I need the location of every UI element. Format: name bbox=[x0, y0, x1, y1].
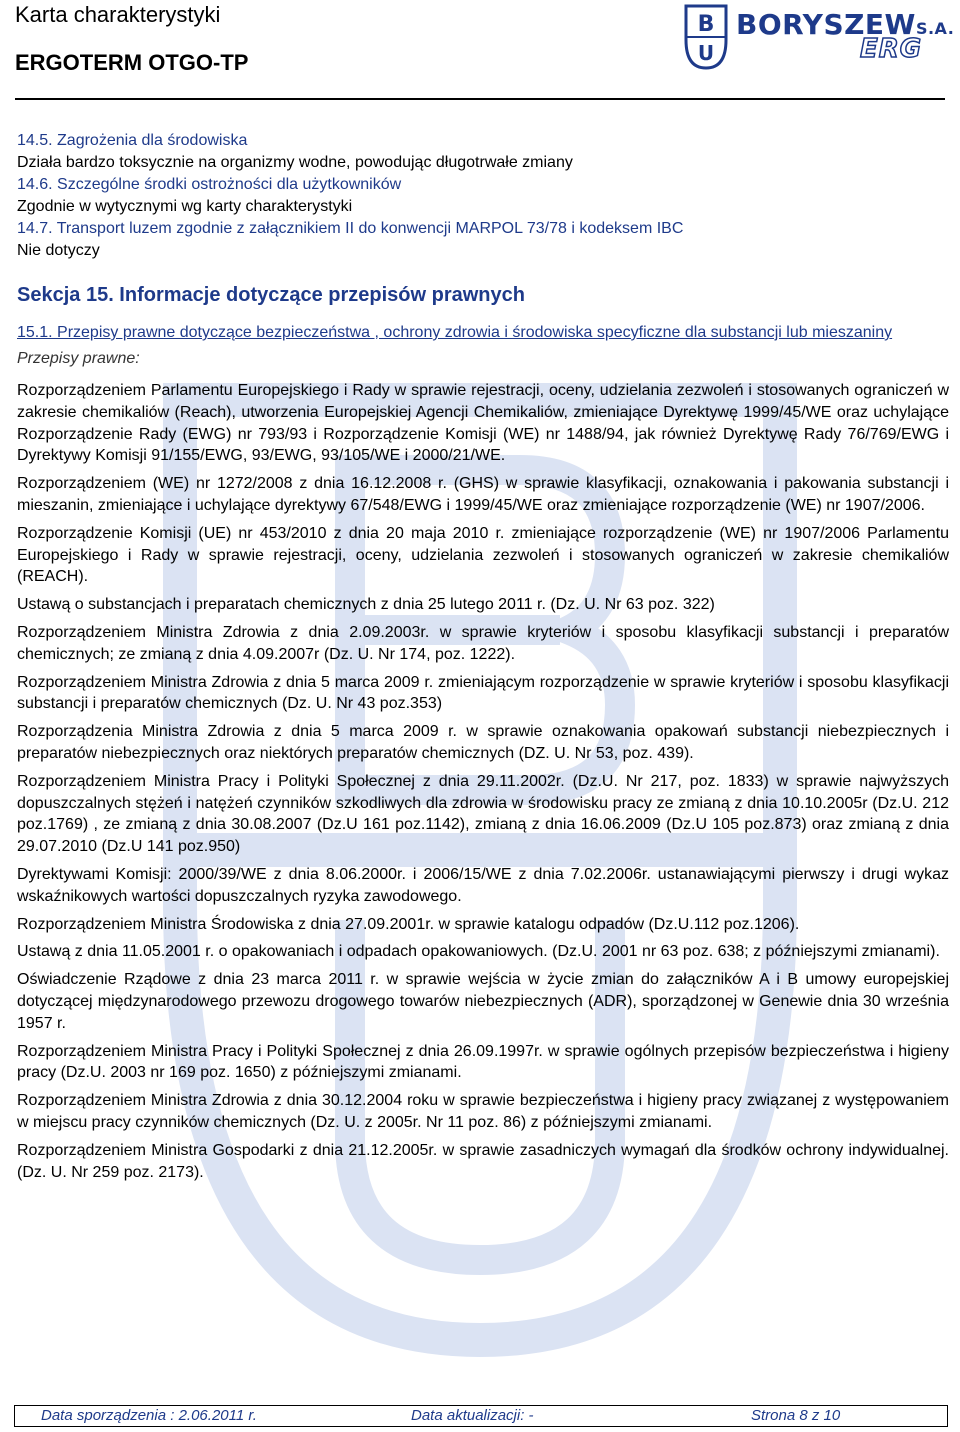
regulation-item: Rozporządzeniem Ministra Pracy i Polityki Społecznej z dnia 29.11.2002r. (Dz.U. Nr 217, poz. 1833) w sprawie najwyższych dopuszczalnych stężeń i natężeń czynników szkodliwych dla zdrowia w środowisku pracy ze zmianą z dnia 10.10.2005r (Dz.U. 212 poz.1769) , ze zmianą z dnia 30.08.2007 (Dz.U 161 poz.1142), zmianą z dnia 16.06.2009 (Dz.U 105 poz.873) oraz zmianą z dnia 29.07.2010 (Dz.U 141 poz.950) bbox=[17, 772, 949, 856]
creation-date: Data sporządzenia : 2.06.2011 r. bbox=[41, 1407, 257, 1424]
regulation-item: Rozporządzeniem Ministra Pracy i Polityki Społecznej z dnia 26.09.1997r. w sprawie ogólnych przepisów bezpieczeństwa i higieny pracy (Dz.U. 2003 nr 169 poz. 1650) z późniejszymi zmianami. bbox=[17, 1042, 949, 1082]
page-number: Strona 8 z 10 bbox=[751, 1407, 841, 1424]
subsection-15-1-title: 15.1. Przepisy prawne dotyczące bezpieczeństwa , ochrony zdrowia i środowiska specyficzne dla substancji lub mieszaniny bbox=[17, 324, 893, 341]
logo-emblem-icon bbox=[684, 4, 728, 70]
logo-division: ERG bbox=[860, 34, 923, 64]
section-title: 14.5. Zagrożenia dla środowiska bbox=[17, 132, 248, 149]
section-14-6 bbox=[17, 174, 949, 218]
document-body bbox=[17, 130, 949, 1189]
regulations-list bbox=[17, 380, 949, 1183]
regulation-item: Rozporządzeniem (WE) nr 1272/2008 z dnia 16.12.2008 r. (GHS) w sprawie klasyfikacji, oznakowania i pakowania substancji i mieszanin, zmieniające i uchylające dyrektywy 67/548/EWG i 1999/45/WE oraz zmieniające rozporządzenie (WE) nr 1907/2006. bbox=[17, 475, 949, 514]
section-14-7 bbox=[17, 218, 949, 262]
regulations-label: Przepisy prawne: bbox=[17, 350, 140, 367]
document-type: Karta charakterystyki bbox=[15, 2, 221, 27]
page-header bbox=[0, 0, 960, 100]
update-date: Data aktualizacji: - bbox=[411, 1407, 534, 1424]
logo-emblem-b: B bbox=[697, 12, 715, 37]
logo-suffix: S.A. bbox=[915, 19, 955, 38]
section-title: 14.6. Szczególne środki ostrożności dla użytkowników bbox=[17, 176, 402, 193]
logo-company: BORYSZEW bbox=[736, 8, 916, 41]
regulation-item: Rozporządzeniem Ministra Gospodarki z dnia 21.12.2005r. w sprawie zasadniczych wymagań dla środków ochrony indywidualnej. (Dz. U. Nr 259 poz. 2173). bbox=[17, 1141, 949, 1181]
company-logo bbox=[684, 2, 956, 72]
regulation-item: Oświadczenie Rządowe z dnia 23 marca 2011 r. w sprawie wejścia w życie zmian do załączników A i B umowy europejskiej dotyczącej międzynarodowego przewozu drogowego towarów niebezpiecznych (ADR), sporządzonej w Genewie dnia 30 września 1957 r. bbox=[17, 971, 949, 1032]
regulation-item: Rozporządzeniem Ministra Zdrowia z dnia 30.12.2004 roku w sprawie bezpieczeństwa i higieny pracy związanej z występowaniem w miejscu pracy czynników chemicznych (Dz. U. z 2005r. Nr 11 poz. 86) z późniejszymi zmianami. bbox=[17, 1092, 949, 1131]
regulation-item: Rozporządzeniem Ministra Zdrowia z dnia 2.09.2003r. w sprawie kryteriów i sposobu klasyfikacji substancji i preparatów chemicznych; ze zmianą z dnia 4.09.2007r (Dz. U. Nr 174, poz. 1222). bbox=[17, 623, 949, 663]
product-name: ERGOTERM OTGO-TP bbox=[15, 50, 249, 75]
section-text: Działa bardzo toksycznie na organizmy wodne, powodując długotrwałe zmiany bbox=[17, 154, 573, 171]
regulation-item: Rozporządzenia Ministra Zdrowia z dnia 5 marca 2009 r. w sprawie oznakowania opakowań substancji niebezpiecznych i preparatów niebezpiecznych oraz niektórych preparatów chemicznych (DZ. U. Nr 53, poz. 439). bbox=[17, 723, 949, 762]
regulation-item: Rozporządzeniem Parlamentu Europejskiego i Rady w sprawie rejestracji, oceny, udzielania zezwoleń i stosowanych ograniczeń w zakresie chemikaliów (Reach), utworzenia Europejskiej Agencji Chemikaliów, zmieniające Dyrektywę 1999/45/WE oraz uchylające Rozporządzenie Rady (EWG) nr 793/93 i Rozporządzenie Komisji (WE) nr 1488/94, jak również Dyrektywę Rady 76/769/EWG i Dyrektywy Komisji 91/155/EWG, 93/EWG, 93/105/WE i 2000/21/WE. bbox=[17, 382, 949, 465]
regulation-item: Rozporządzeniem Ministra Środowiska z dnia 27.09.2001r. w sprawie katalogu odpadów (Dz.U.112 poz.1206). bbox=[17, 915, 800, 933]
regulation-item: Ustawą z dnia 11.05.2001 r. o opakowaniach i odpadach opakowaniowych. (Dz.U. 2001 nr 63 poz. 638; z późniejszymi zmianami). bbox=[17, 943, 940, 961]
regulation-item: Dyrektywami Komisji: 2000/39/WE z dnia 8.06.2000r. i 2006/15/WE z dnia 7.02.2006r. ustanawiającymi pierwszy i drugi wykaz wskaźnikowych wartości dopuszczalnych ryzyka zawodowego. bbox=[17, 865, 949, 905]
logo-emblem-u: U bbox=[697, 41, 715, 65]
section-text: Zgodnie w wytycznymi wg karty charakterystyki bbox=[17, 198, 353, 215]
header-divider bbox=[15, 98, 945, 100]
regulation-item: Rozporządzeniem Ministra Zdrowia z dnia 5 marca 2009 r. zmieniającym rozporządzenie w sprawie kryteriów i sposobu klasyfikacji substancji i preparatów chemicznych (Dz. U. Nr 43 poz.353) bbox=[17, 673, 949, 713]
section-title: 14.7. Transport luzem zgodnie z załącznikiem II do konwencji MARPOL 73/78 i kodeksem IBC bbox=[17, 220, 684, 237]
section-15-heading: Sekcja 15. Informacje dotyczące przepisów prawnych bbox=[17, 284, 525, 306]
page-footer bbox=[14, 1405, 948, 1427]
section-14-5 bbox=[17, 130, 949, 174]
regulation-item: Rozporządzenie Komisji (UE) nr 453/2010 z dnia 20 maja 2010 r. zmieniające rozporządzenie (WE) nr 1907/2006 Parlamentu Europejskiego i Rady w sprawie rejestracji, oceny, udzielania zezwoleń i stosowanych ograniczeń w zakresie chemikaliów (REACH). bbox=[17, 524, 949, 586]
section-text: Nie dotyczy bbox=[17, 242, 100, 259]
regulation-item: Ustawą o substancjach i preparatach chemicznych z dnia 25 lutego 2011 r. (Dz. U. Nr 63 poz. 322) bbox=[17, 596, 715, 614]
